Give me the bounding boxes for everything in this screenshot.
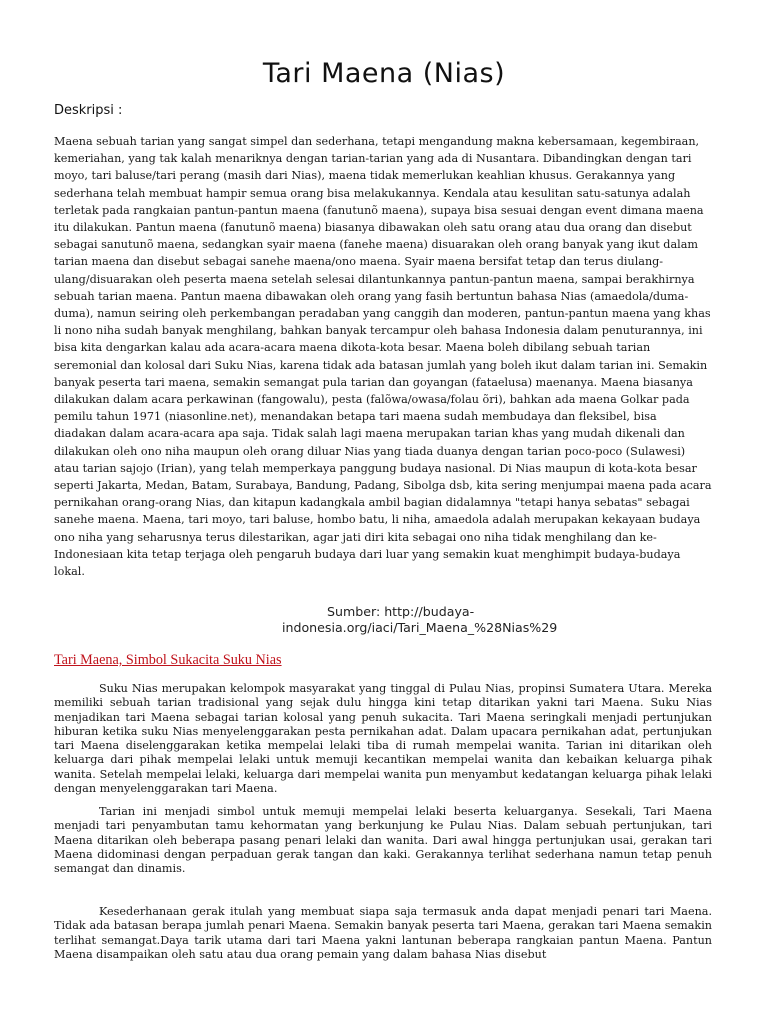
description-label: Deskripsi : xyxy=(54,103,123,118)
page-title: Tari Maena (Nias) xyxy=(262,58,506,89)
description-body: Maena sebuah tarian yang sangat simpel dan sederhana, tetapi mengandung makna kebersamaan, kegembiraan, kemeriahan, yang tak kalah menariknya dengan tarian-tarian yang ada di Nusantara. Dibandingkan dengan tari moyo, tari baluse/tari perang (masih dari Nias), maena tidak memerlukan keahlian khusus. Gerakannya yang sederhana telah membuat hampir semua orang bisa melakukannya. Kendala atau kesulitan satu-satunya adalah terletak pada rangkaian pantun-pantun maena (fanutunõ maena), supaya bisa sesuai dengan event dimana maena itu dilakukan. Pantun maena (fanutunõ maena) biasanya dibawakan oleh satu orang atau dua orang dan disebut sebagai sanutunõ maena, sedangkan syair maena (fanehe maena) disuarakan oleh orang banyak yang ikut dalam tarian maena dan disebut sebagai sanehe maena/ono maena. Syair maena bersifat tetap dan terus diulang-ulang/disuarakan oleh peserta maena setelah selesai dilantunkannya pantun-pantun maena, sampai berakhirnya sebuah tarian maena. Pantun maena dibawakan oleh orang yang fasih bertuntun bahasa Nias (amaedola/duma-duma), namun seiring oleh perkembangan peradaban yang canggih dan moderen, pantun-pantun maena yang khas li nono niha sudah banyak menghilang, bahkan banyak tercampur oleh bahasa Indonesia dalam penuturannya, ini bisa kita dengarkan kalau ada acara-acara maena dikota-kota besar. Maena boleh dibilang sebuah tarian seremonial dan kolosal dari Suku Nias, karena tidak ada batasan jumlah yang boleh ikut dalam tarian ini. Semakin banyak peserta tari maena, semakin semangat pula tarian dan goyangan (fataelusa) maenanya. Maena biasanya dilakukan dalam acara perkawinan (fangowalu), pesta (falõwa/owasa/folau õri), bahkan ada maena Golkar pada pemilu tahun 1971 (niasonline.net), menandakan betapa tari maena sudah membudaya dan fleksibel, bisa diadakan dalam acara-acara apa saja. Tidak salah lagi maena merupakan tarian khas yang mudah dikenali dan dilakukan oleh ono niha maupun oleh orang diluar Nias yang tiada duanya dengan tarian poco-poco (Sulawesi) atau tarian sajojo (Irian), yang telah memperkaya panggung budaya nasional. Di Nias maupun di kota-kota besar seperti Jakarta, Medan, Batam, Surabaya, Bandung, Padang, Sibolga dsb, kita sering menjumpai maena pada acara pernikahan orang-orang Nias, dan kitapun kadangkala ambil bagian didalamnya "tetapi hanya sebatas" sebagai sanehe maena. Maena, tari moyo, tari baluse, hombo batu, li niha, amaedola adalah merupakan kekayaan budaya ono niha yang seharusnya terus dilestarikan, agar jati diri kita sebagai ono niha tidak menghilang dan ke-Indonesiaan kita tetap terjaga oleh pengaruh budaya dari luar yang semakin kuat menghimpit budaya-budaya lokal. xyxy=(54,135,712,579)
section-heading-link[interactable]: Tari Maena, Simbol Sukacita Suku Nias xyxy=(54,652,282,668)
body-paragraph-3: Kesederhanaan gerak itulah yang membuat siapa saja termasuk anda dapat menjadi penari tari Maena. Tidak ada batasan berapa jumlah penari Maena. Semakin banyak peserta tari Maena, gerakan tari Maena semakin terlihat semangat.Daya tarik utama dari tari Maena yakni lantunan beberapa rangkaian pantun Maena. Pantun Maena disampaikan oleh satu atau dua orang pemain yang dalam bahasa Nias disebut xyxy=(54,905,712,961)
body-paragraph-1: Suku Nias merupakan kelompok masyarakat yang tinggal di Pulau Nias, propinsi Sumatera Utara. Mereka memiliki sebuah tarian tradisional yang sejak dulu hingga kini tetap ditarikan yakni tari Maena. Suku Nias menjadikan tari Maena sebagai tarian kolosal yang penuh sukacita. Tari Maena seringkali menjadi pertunjukan hiburan ketika suku Nias menyelenggarakan pesta pernikahan adat. Dalam upacara pernikahan adat, pertunjukan tari Maena diselenggarakan ketika mempelai lelaki tiba di rumah mempelai wanita. Tarian ini ditarikan oleh keluarga dari pihak mempelai lelaki untuk memuji kecantikan mempelai wanita dan kebaikan keluarga pihak wanita. Setelah mempelai lelaki, keluarga dari mempelai wanita pun menyambut kedatangan keluarga pihak lelaki dengan menyelenggarakan tari Maena. xyxy=(54,682,712,796)
source-citation: Sumber: http://budaya-indonesia.org/iaci/Tari_Maena_%28Nias%29 xyxy=(282,604,558,635)
body-paragraph-2: Tarian ini menjadi simbol untuk memuji mempelai lelaki beserta keluarganya. Sesekali, Tari Maena menjadi tari penyambutan tamu kehormatan yang berkunjung ke Pulau Nias. Dalam sebuah pertunjukan, tari Maena ditarikan oleh beberapa pasang penari lelaki dan wanita. Dari awal hingga pertunjukan usai, gerakan tari Maena didominasi dengan perpaduan gerak tangan dan kaki. Gerakannya terlihat sederhana namun tetap penuh semangat dan dinamis. xyxy=(54,805,712,876)
